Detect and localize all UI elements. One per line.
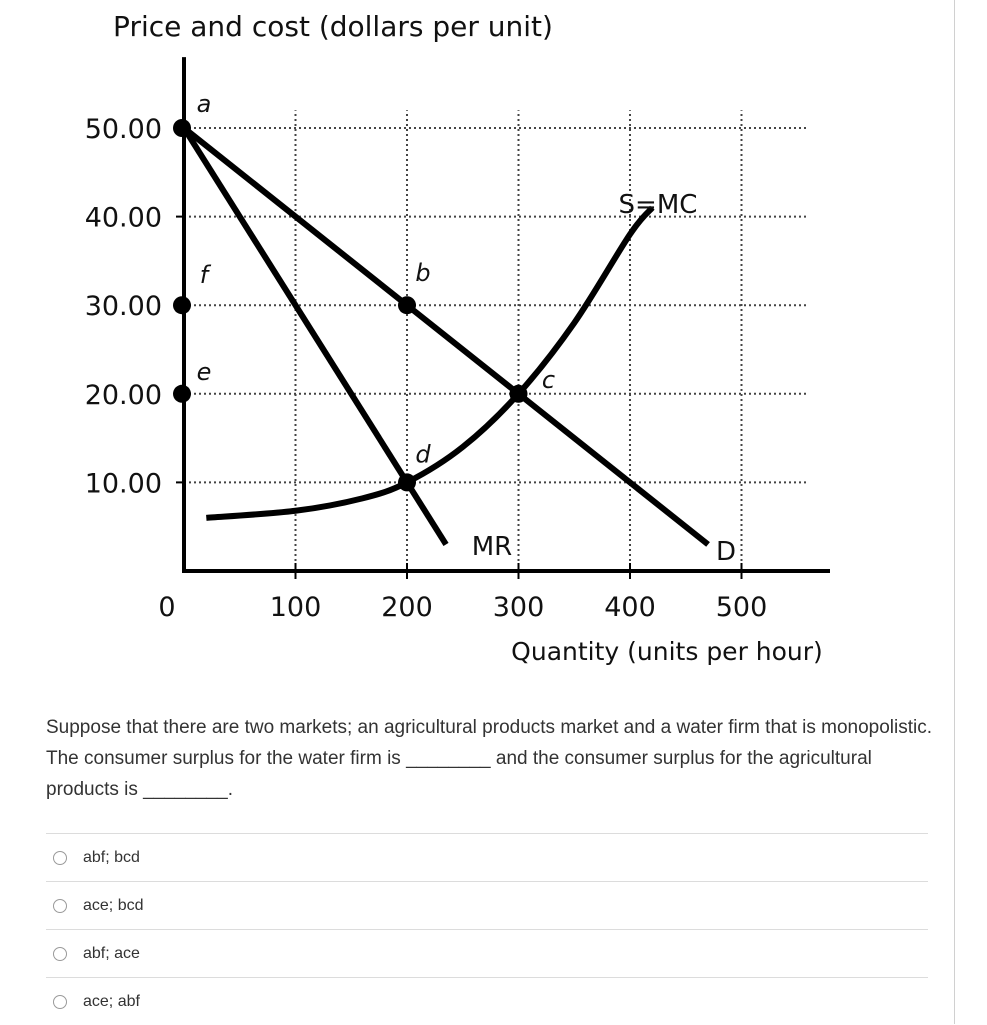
option-label: ace; abf xyxy=(83,992,140,1010)
x-axis-label: Quantity (units per hour) xyxy=(511,637,823,666)
point-d xyxy=(398,473,416,491)
point-label-c: c xyxy=(541,365,556,394)
point-label-d: d xyxy=(415,440,431,469)
x-tick-label-400: 400 xyxy=(604,592,656,623)
radio-button[interactable] xyxy=(53,851,67,865)
option-label: ace; bcd xyxy=(83,896,144,914)
radio-button[interactable] xyxy=(53,947,67,961)
x-tick-label-500: 500 xyxy=(715,592,768,623)
point-label-e: e xyxy=(196,357,212,386)
y-tick-label-20: 20.00 xyxy=(84,379,162,411)
x-tick-label-200: 200 xyxy=(381,592,433,623)
option-abf-ace[interactable] xyxy=(46,929,928,977)
curve-label-s-mc: S=MC xyxy=(618,190,698,220)
point-b xyxy=(398,296,416,314)
x-tick-label-300: 300 xyxy=(492,592,545,623)
x-tick-label-100: 100 xyxy=(269,592,322,623)
option-label: abf; bcd xyxy=(83,848,140,866)
chart-title: Price and cost (dollars per unit) xyxy=(113,10,553,43)
option-label: abf; ace xyxy=(83,944,140,962)
y-tick-label-50: 50.00 xyxy=(84,114,162,145)
curve-s-mc xyxy=(206,208,652,518)
y-tick-label-40: 40.00 xyxy=(84,202,162,234)
curve-label-d: D xyxy=(715,537,737,567)
option-ace-bcd[interactable] xyxy=(46,881,928,929)
question-text: Suppose that there are two markets; an agricultural products market and a water firm that is monopolistic. The consumer surplus for the water firm is ________ and the consumer surplus for the agricultural products is ________. xyxy=(46,717,933,800)
option-abf-bcd[interactable] xyxy=(46,833,928,881)
radio-button[interactable] xyxy=(53,995,67,1009)
point-label-a: a xyxy=(196,90,212,118)
y-tick-label-30: 30.00 xyxy=(84,291,162,323)
option-ace-abf[interactable] xyxy=(46,977,928,1025)
x-tick-label-0: 0 xyxy=(158,592,176,623)
point-e xyxy=(173,385,191,403)
point-f xyxy=(173,296,191,314)
answer-options xyxy=(46,833,928,1025)
point-c xyxy=(510,385,528,403)
point-label-f: f xyxy=(199,261,209,290)
point-label-b: b xyxy=(415,259,431,288)
point-a xyxy=(173,119,191,137)
radio-button[interactable] xyxy=(53,899,67,913)
curve-label-mr: MR xyxy=(471,532,513,562)
y-tick-label-10: 10.00 xyxy=(84,468,162,500)
